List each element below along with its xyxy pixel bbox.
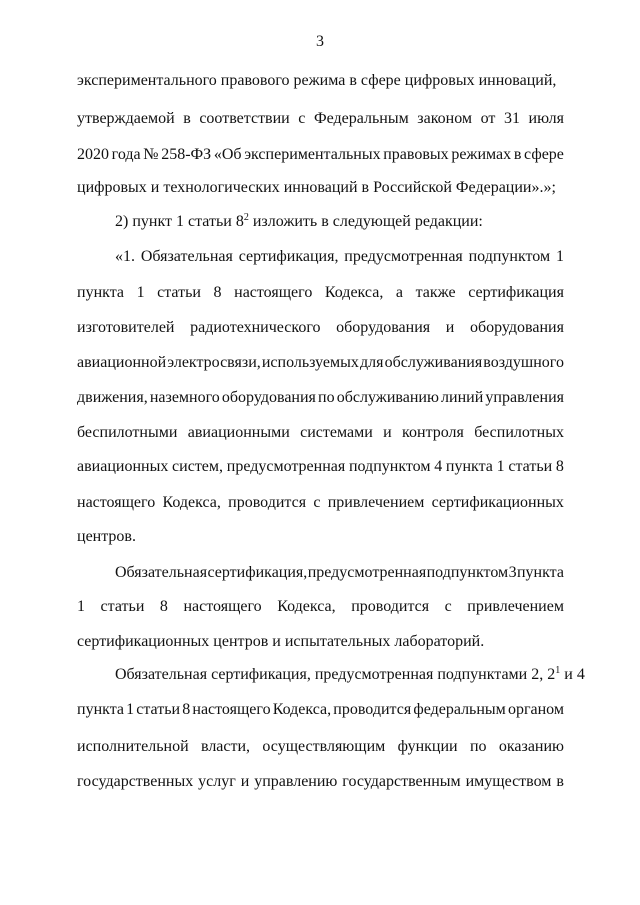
word: линий xyxy=(441,389,484,406)
word: 2020 xyxy=(77,146,109,163)
word: сертификационных xyxy=(431,494,564,511)
word: авиационной xyxy=(77,354,167,371)
word: предусмотренная xyxy=(226,458,346,475)
word: систем, xyxy=(172,458,224,475)
word: используемых xyxy=(261,354,359,371)
word: движения, xyxy=(77,389,148,406)
word: Федеральным xyxy=(313,110,409,127)
word: функции xyxy=(397,738,458,755)
word: Обязательная xyxy=(115,564,208,581)
word: статьи xyxy=(100,598,145,615)
word: государственным xyxy=(342,773,461,790)
text-line xyxy=(77,318,564,338)
word: подпунктом xyxy=(426,564,509,581)
word: с xyxy=(444,598,452,615)
text-line xyxy=(115,563,564,583)
word: пункта xyxy=(77,701,124,718)
word: в xyxy=(513,146,522,163)
word: управления xyxy=(485,389,564,406)
text-line: цифровых и технологических инноваций в Российской Федерации».»; xyxy=(77,179,556,196)
word: также xyxy=(415,284,456,301)
word: государственных xyxy=(77,773,194,790)
superscript: 2 xyxy=(243,212,249,223)
word: по xyxy=(318,389,335,406)
word: настоящего xyxy=(183,598,262,615)
text-line xyxy=(77,423,564,443)
word: оборудования xyxy=(221,389,316,406)
text-line xyxy=(77,145,564,165)
word: в xyxy=(183,110,191,127)
word: радиотехнического xyxy=(190,319,321,336)
text-line xyxy=(77,283,564,303)
word: 1 xyxy=(496,458,505,475)
word: настоящего xyxy=(234,284,313,301)
word: статьи xyxy=(157,284,201,301)
word: статьи xyxy=(136,701,181,718)
text-line xyxy=(77,597,564,617)
word: 8 xyxy=(555,458,564,475)
word: имуществом xyxy=(465,773,552,790)
word: системами xyxy=(300,424,373,441)
word: в xyxy=(556,773,564,790)
text-line xyxy=(77,388,564,408)
word: контроля xyxy=(402,424,464,441)
word: правовых xyxy=(383,146,449,163)
word: пункта xyxy=(445,458,493,475)
word: наземного xyxy=(149,389,220,406)
word: года xyxy=(111,146,141,163)
word: сфере xyxy=(524,146,564,163)
word: исполнительной xyxy=(77,738,189,755)
word: Кодекса, xyxy=(272,701,332,718)
text-line xyxy=(77,493,564,513)
word: проводится xyxy=(351,598,430,615)
word: с xyxy=(313,494,321,511)
word: оборудования xyxy=(469,319,564,336)
word: от xyxy=(480,110,496,127)
text-line xyxy=(77,457,564,477)
text-fragment: 2) пункт 1 статьи 8 xyxy=(115,213,244,230)
word: Обязательная xyxy=(140,248,233,265)
word: законом xyxy=(417,110,473,127)
word: а xyxy=(395,284,404,301)
word: 1 xyxy=(136,284,145,301)
word: 31 xyxy=(503,110,520,127)
word: 8 xyxy=(182,701,191,718)
word: подпунктом xyxy=(468,248,551,265)
text-line: центров. xyxy=(77,528,136,545)
word: обслуживанию xyxy=(336,389,439,406)
word: настоящего xyxy=(77,494,156,511)
text-fragment: изложить в следующей редакции: xyxy=(248,213,483,230)
text-line: сертификационных центров и испытательных лабораторий. xyxy=(77,633,485,650)
word: привлечением xyxy=(467,598,564,615)
page-number: 3 xyxy=(316,33,324,50)
text-line xyxy=(77,109,564,129)
word: настоящего xyxy=(192,701,271,718)
word: соответствии xyxy=(199,110,290,127)
word: сертификация, xyxy=(207,564,308,581)
word: власти, xyxy=(200,738,251,755)
text-line: экспериментального правового режима в сфере цифровых инноваций, xyxy=(77,72,557,89)
word: пункта xyxy=(77,284,124,301)
word: и xyxy=(445,319,455,336)
word: органом xyxy=(507,701,564,718)
word: воздушного xyxy=(483,354,564,371)
word: 3 xyxy=(508,564,517,581)
word: экспериментальных xyxy=(244,146,381,163)
text-fragment: и 4 xyxy=(560,666,585,683)
text-line xyxy=(77,353,564,373)
word: оказанию xyxy=(498,738,564,755)
word: 8 xyxy=(213,284,222,301)
word: июля xyxy=(528,110,564,127)
word: услуг xyxy=(198,773,236,790)
word: «1. xyxy=(115,248,135,265)
word: осуществляющим xyxy=(262,738,386,755)
word: и xyxy=(383,424,392,441)
text-line xyxy=(77,737,564,757)
word: сертификация xyxy=(468,284,564,301)
word: управлению xyxy=(254,773,338,790)
word: Кодекса, xyxy=(162,494,221,511)
word: оборудования xyxy=(336,319,431,336)
word: 8 xyxy=(159,598,168,615)
text-line xyxy=(77,700,564,720)
word: утверждаемой xyxy=(77,110,175,127)
word: авиационных xyxy=(77,458,169,475)
word: № xyxy=(143,146,159,163)
word: проводится xyxy=(333,701,412,718)
word: 258-ФЗ xyxy=(161,146,212,163)
text-fragment: Обязательная сертификация, предусмотренная подпунктами 2, 2 xyxy=(115,666,556,683)
word: 1 xyxy=(126,701,135,718)
word: для xyxy=(360,354,384,371)
word: электросвязи, xyxy=(167,354,261,371)
word: сертификация, xyxy=(238,248,339,265)
word: изготовителей xyxy=(77,319,175,336)
word: авиационными xyxy=(187,424,290,441)
word: «Об xyxy=(213,146,242,163)
text-line xyxy=(115,247,564,267)
word: проводится xyxy=(228,494,307,511)
text-line-with-superscript xyxy=(115,665,585,685)
text-line xyxy=(77,772,564,792)
word: Кодекса, xyxy=(277,598,336,615)
word: статьи xyxy=(508,458,553,475)
word: с xyxy=(298,110,306,127)
word: привлечением xyxy=(327,494,425,511)
word: беспилотных xyxy=(474,424,564,441)
superscript: 1 xyxy=(555,665,561,676)
word: предусмотренная xyxy=(344,248,463,265)
word: режимах xyxy=(451,146,512,163)
word: пункта xyxy=(516,564,564,581)
word: федеральным xyxy=(413,701,506,718)
word: 1 xyxy=(555,248,564,265)
word: по xyxy=(469,738,487,755)
text-line-with-superscript xyxy=(115,212,564,232)
word: предусмотренная xyxy=(307,564,427,581)
word: 4 xyxy=(434,458,443,475)
word: 1 xyxy=(77,598,85,615)
word: Кодекса, xyxy=(324,284,384,301)
word: подпунктом xyxy=(348,458,431,475)
word: обслуживания xyxy=(384,354,483,371)
word: беспилотными xyxy=(77,424,178,441)
word: и xyxy=(240,773,250,790)
